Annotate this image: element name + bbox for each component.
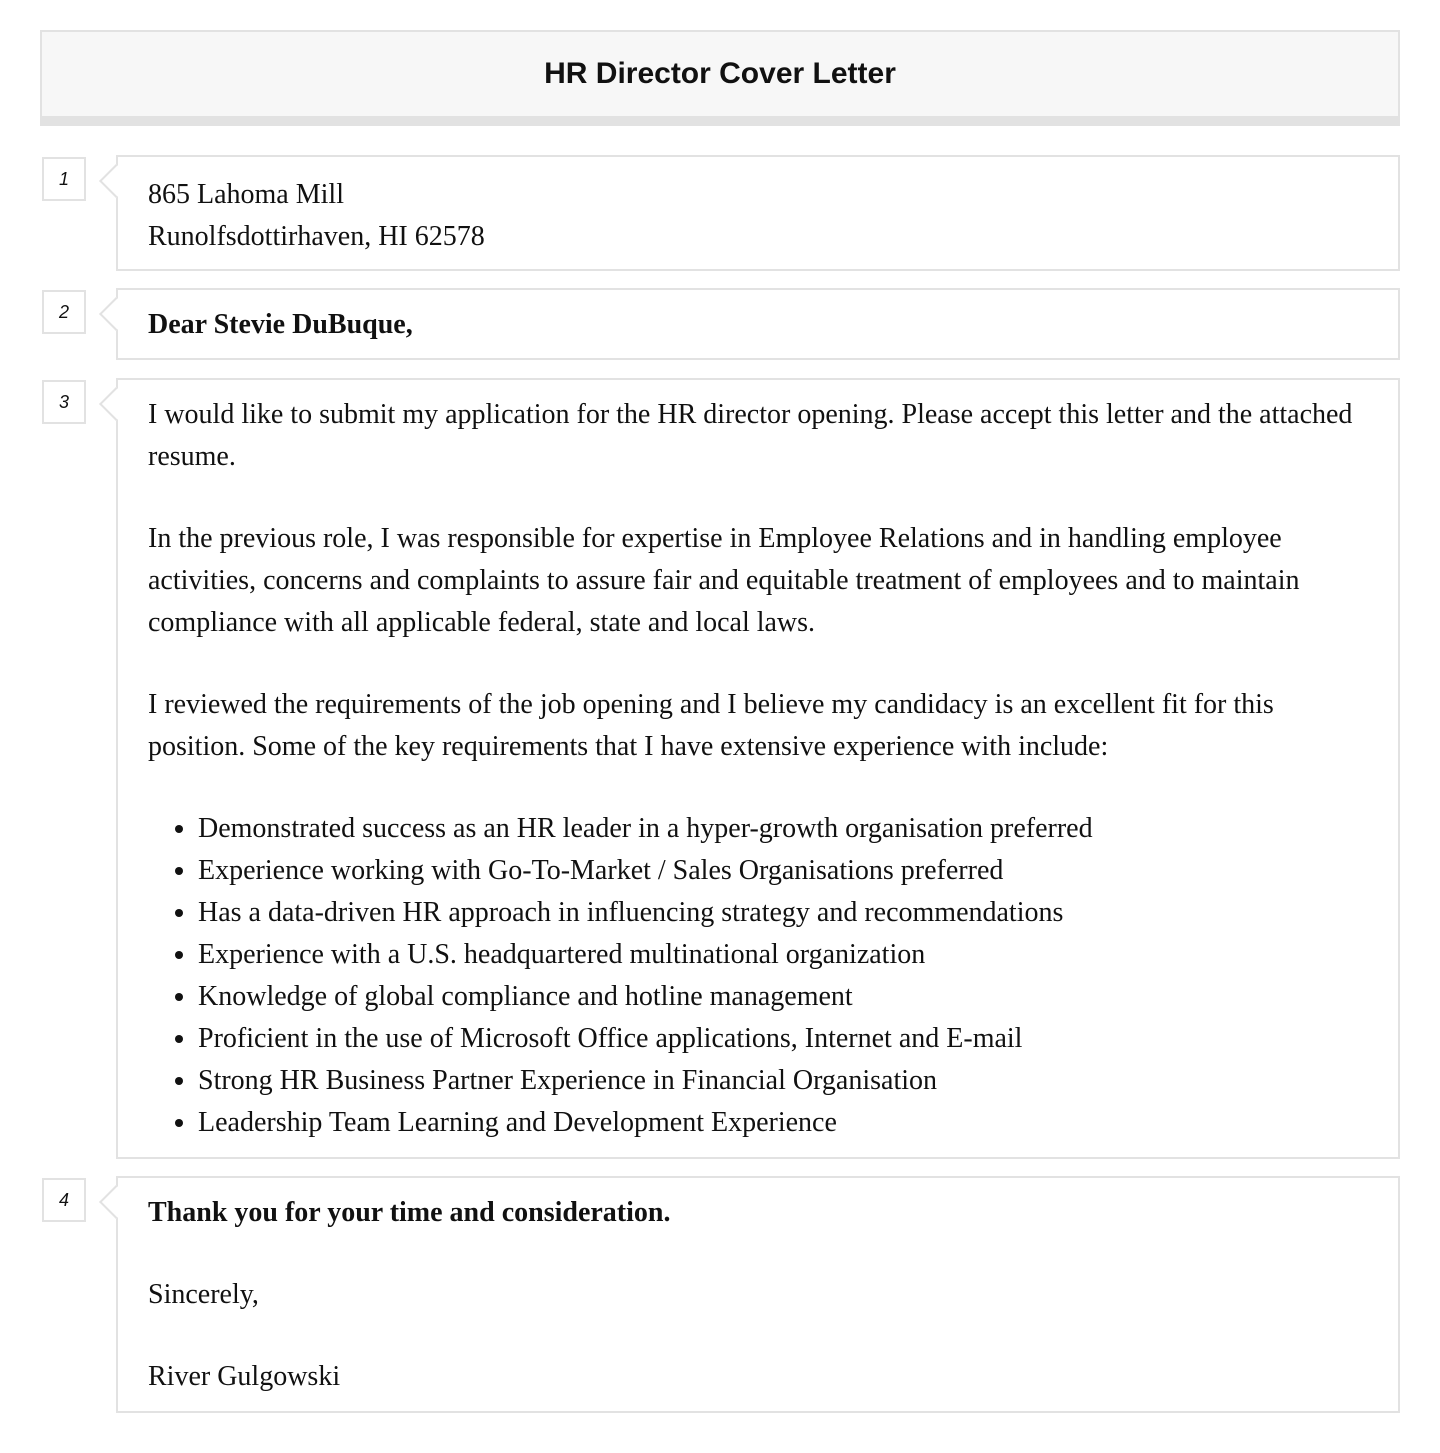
list-item: • Proficient in the use of Microsoft Office applications, Internet and E-mail — [198, 1018, 1368, 1060]
list-item: • Leadership Team Learning and Development Experience — [198, 1102, 1368, 1144]
section-number-2: 2 — [42, 290, 86, 334]
address-line-2: Runolfsdottirhaven, HI 62578 — [148, 221, 485, 252]
paragraph-gap — [148, 1316, 1368, 1356]
body-paragraph-3: I reviewed the requirements of the job opening and I believe my candidacy is an excellent fit for this position. Some of the key requirements that I have extensive experience with include: — [148, 689, 1274, 762]
closing-card — [116, 1176, 1400, 1413]
list-item: • Strong HR Business Partner Experience in Financial Organisation — [198, 1060, 1368, 1102]
body-paragraph-2: In the previous role, I was responsible for expertise in Employee Relations and in handling employee activities, concerns and complaints to assure fair and equitable treatment of employees and to maintain compliance with all applicable federal, state and local laws. — [148, 523, 1300, 638]
signature: River Gulgowski — [148, 1361, 341, 1392]
paragraph-gap — [148, 644, 1368, 684]
body-paragraph-1: I would like to submit my application for the HR director opening. Please accept this letter and the attached resume. — [148, 399, 1353, 472]
list-item: • Demonstrated success as an HR leader in a hyper-growth organisation preferred — [198, 808, 1368, 850]
page-title: HR Director Cover Letter — [544, 57, 896, 90]
greeting: Dear Stevie DuBuque, — [148, 309, 413, 340]
paragraph-gap — [148, 1234, 1368, 1274]
list-item: • Experience working with Go-To-Market / Sales Organisations preferred — [198, 850, 1368, 892]
address-line-1: 865 Lahoma Mill — [148, 179, 344, 210]
greeting-card — [116, 288, 1400, 360]
page-header — [40, 30, 1400, 126]
closing-line: Sincerely, — [148, 1279, 259, 1310]
paragraph-gap — [148, 768, 1368, 808]
body-card — [116, 378, 1400, 1159]
list-item: • Has a data-driven HR approach in influencing strategy and recommendations — [198, 892, 1368, 934]
section-number-3: 3 — [42, 380, 86, 424]
requirements-list — [148, 808, 1368, 1144]
section-number-1: 1 — [42, 157, 86, 201]
section-number-4: 4 — [42, 1178, 86, 1222]
paragraph-gap — [148, 478, 1368, 518]
address-card — [116, 155, 1400, 271]
list-item: • Experience with a U.S. headquartered multinational organization — [198, 934, 1368, 976]
thanks-line: Thank you for your time and consideration. — [148, 1197, 671, 1228]
list-item: • Knowledge of global compliance and hotline management — [198, 976, 1368, 1018]
